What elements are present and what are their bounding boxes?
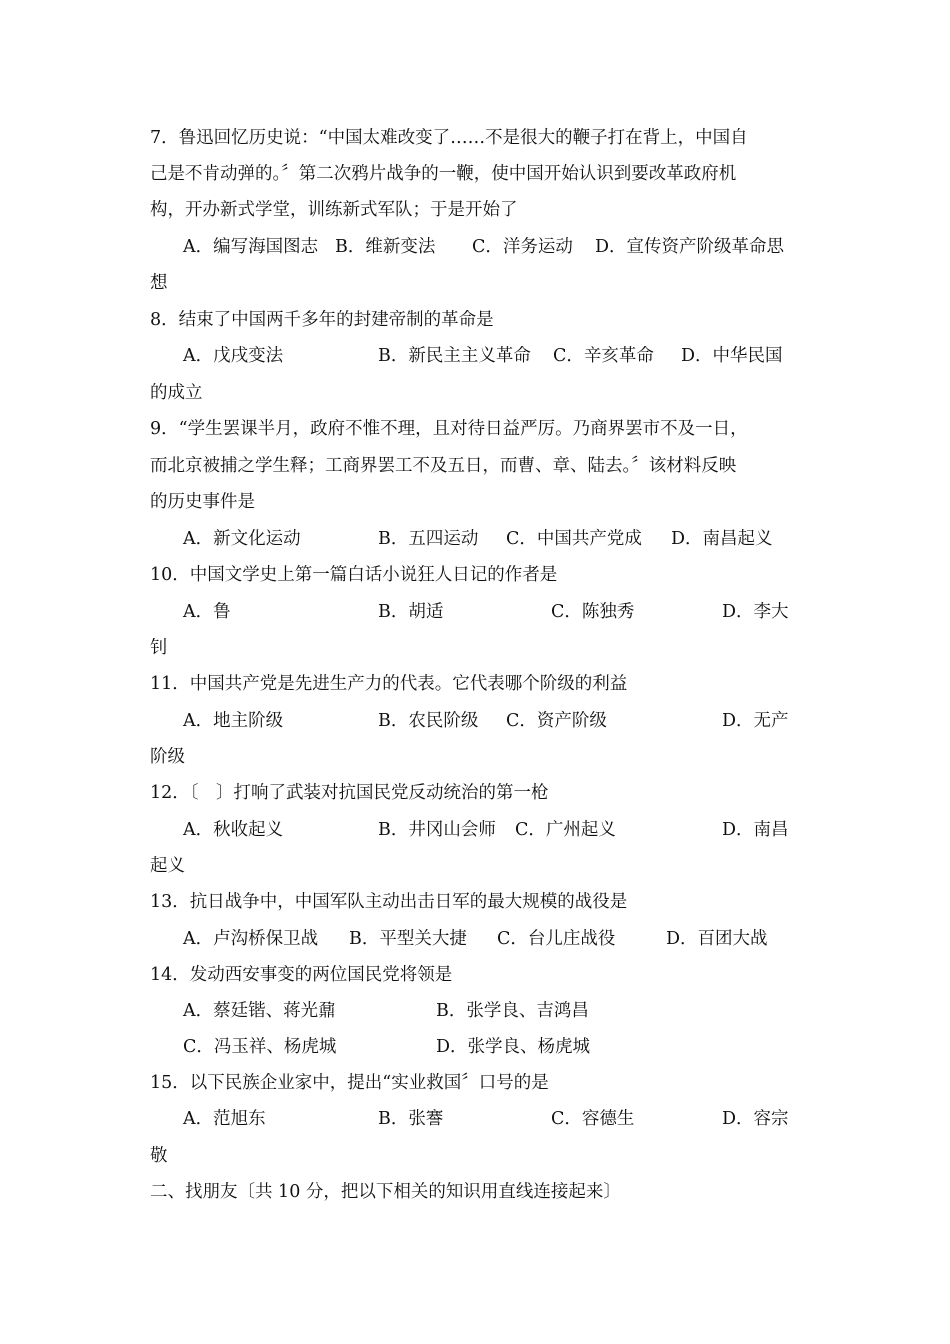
q8-stem: 8．结束了中国两千多年的封建帝制的革命是 bbox=[150, 310, 494, 330]
q8-option-b: B．新民主主义革命 bbox=[378, 346, 531, 366]
q7-stem-line-2: 己是不肯动弹的。〞第二次鸦片战争的一鞭，使中国开始认识到要改革政府机 bbox=[150, 164, 737, 184]
section-2-heading: 二、找朋友〔共 10 分，把以下相关的知识用直线连接起来〕 bbox=[150, 1182, 621, 1202]
q8-option-c: C．辛亥革命 bbox=[553, 346, 654, 366]
q14-stem: 14．发动西安事变的两位国民党将领是 bbox=[150, 965, 453, 985]
q9-option-c: C．中国共产党成 bbox=[506, 529, 642, 549]
q15-option-b: B．张謇 bbox=[378, 1109, 444, 1129]
q15-option-a: A．范旭东 bbox=[183, 1109, 266, 1129]
q14-option-c: C．冯玉祥、杨虎城 bbox=[183, 1037, 337, 1057]
q8-option-d-continued: 的成立 bbox=[150, 383, 203, 403]
q10-option-b: B．胡适 bbox=[378, 602, 444, 622]
q15-option-d: D．容宗 bbox=[722, 1109, 789, 1129]
q8-option-a: A．戊戌变法 bbox=[183, 346, 284, 366]
q11-option-a: A．地主阶级 bbox=[183, 711, 284, 731]
q13-option-d: D．百团大战 bbox=[666, 929, 768, 949]
q13-option-c: C．台儿庄战役 bbox=[497, 929, 616, 949]
q13-stem: 13．抗日战争中，中国军队主动出击日军的最大规模的战役是 bbox=[150, 892, 628, 912]
q8-option-d: D．中华民国 bbox=[681, 346, 783, 366]
q7-stem-line-3: 构，开办新式学堂，训练新式军队；于是开始了 bbox=[150, 200, 518, 220]
q15-option-c: C．容德生 bbox=[551, 1109, 635, 1129]
q7-option-c: C．洋务运动 bbox=[472, 237, 573, 257]
q10-stem: 10．中国文学史上第一篇白话小说狂人日记的作者是 bbox=[150, 565, 558, 585]
q14-option-b: B．张学良、吉鸿昌 bbox=[436, 1001, 589, 1021]
q11-option-d: D．无产 bbox=[722, 711, 789, 731]
q9-stem-line-3: 的历史事件是 bbox=[150, 492, 255, 512]
q9-option-d: D．南昌起义 bbox=[671, 529, 773, 549]
q15-option-d-continued: 敬 bbox=[150, 1146, 168, 1166]
q12-option-d-continued: 起义 bbox=[150, 856, 185, 876]
q9-option-a: A．新文化运动 bbox=[183, 529, 301, 549]
q7-stem-line-1: 7．鲁迅回忆历史说：“中国太难改变了……不是很大的鞭子打在背上，中国自 bbox=[150, 128, 748, 148]
q10-option-c: C．陈独秀 bbox=[551, 602, 635, 622]
q7-option-b: B．维新变法 bbox=[335, 237, 436, 257]
q10-option-d-continued: 钊 bbox=[150, 638, 168, 658]
q13-option-a: A．卢沟桥保卫战 bbox=[183, 929, 319, 949]
q11-option-d-continued: 阶级 bbox=[150, 747, 185, 767]
q10-option-d: D．李大 bbox=[722, 602, 789, 622]
q9-stem-line-2: 而北京被捕之学生释；工商界罢工不及五日，而曹、章、陆去。〞该材料反映 bbox=[150, 456, 737, 476]
q14-option-a: A．蔡廷锴、蒋光鼐 bbox=[183, 1001, 336, 1021]
q11-option-b: B．农民阶级 bbox=[378, 711, 479, 731]
q11-option-c: C．资产阶级 bbox=[506, 711, 607, 731]
q10-option-a: A．鲁 bbox=[183, 602, 231, 622]
q12-option-c: C．广州起义 bbox=[515, 820, 616, 840]
q13-option-b: B．平型关大捷 bbox=[349, 929, 467, 949]
q7-option-d: D．宣传资产阶级革命思 bbox=[595, 237, 785, 257]
q15-stem: 15．以下民族企业家中，提出“实业救国〞口号的是 bbox=[150, 1073, 549, 1093]
q14-option-d: D．张学良、杨虎城 bbox=[436, 1037, 591, 1057]
q9-option-b: B．五四运动 bbox=[378, 529, 479, 549]
q9-stem-line-1: 9．“学生罢课半月，政府不惟不理，且对待日益严厉。乃商界罢市不及一日， bbox=[150, 419, 748, 439]
q11-stem: 11．中国共产党是先进生产力的代表。它代表哪个阶级的利益 bbox=[150, 674, 628, 694]
q7-option-a: A．编写海国图志 bbox=[183, 237, 319, 257]
q12-option-a: A．秋收起义 bbox=[183, 820, 284, 840]
q12-option-d: D．南昌 bbox=[722, 820, 789, 840]
q7-option-d-continued: 想 bbox=[150, 273, 168, 293]
q12-option-b: B．井冈山会师 bbox=[378, 820, 496, 840]
q12-stem: 12．〔 〕打响了武装对抗国民党反动统治的第一枪 bbox=[150, 783, 549, 803]
